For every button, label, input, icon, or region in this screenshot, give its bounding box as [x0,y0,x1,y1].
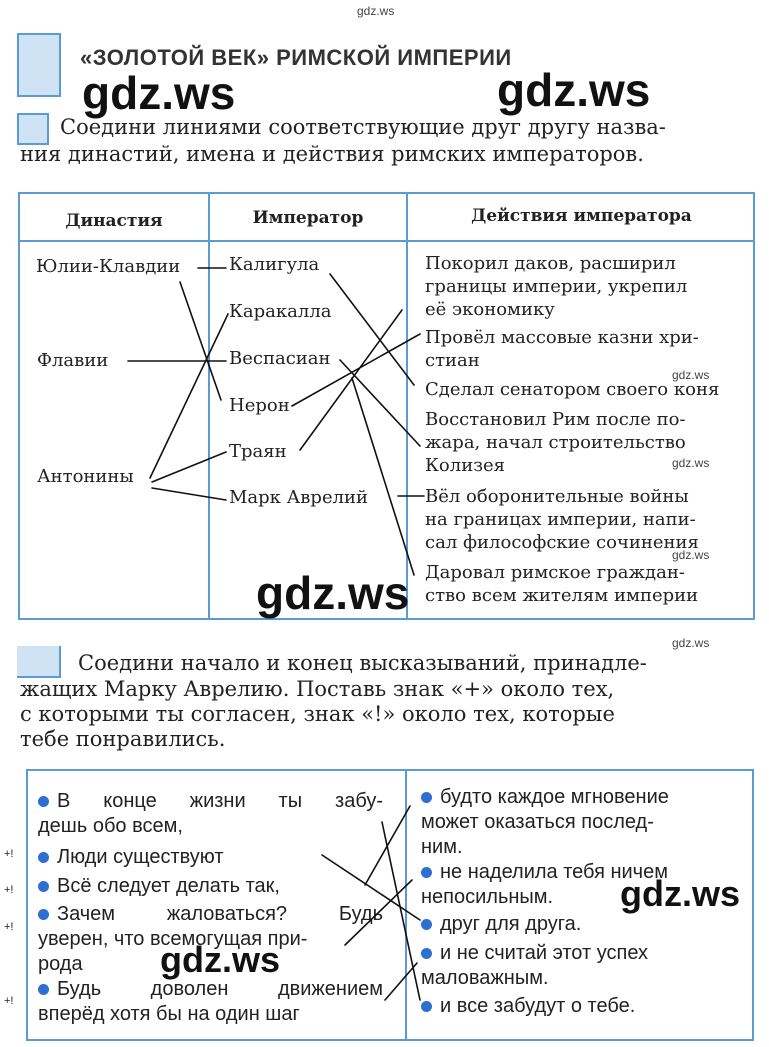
link-line [152,488,226,500]
emperor-caligula: Калигула [229,254,320,275]
action-horse-senator: Сделал сенатором своего коня [425,379,720,400]
margin-mark: +! [4,921,14,933]
link-line [340,360,420,446]
action-rebuild-rome: Восстановил Рим после по- жара, начал строительство Колизея [425,409,686,476]
link-line [330,274,414,385]
link-line [300,310,402,450]
quote-end: будто каждое мгновение может оказаться послед- ним. [421,786,669,858]
quote-start: Люди существуют [38,845,383,870]
header-dynasty: Династия [65,211,163,231]
margin-mark: +! [4,884,14,896]
link-line [150,314,228,478]
action-executions: Провёл массовые казни хри- стиан [425,327,699,371]
task1-line2: ния династий, имена и действия римских императоров. [20,142,644,166]
emperor-nero: Нерон [229,395,290,416]
task2-line1: Соедини начало и конец высказываний, принадле- [78,651,647,675]
emperor-caracalla: Каракалла [229,301,332,322]
task2-line2: жащих Марку Аврелию. Поставь знак «+» около тех, [20,677,615,701]
watermark-top: gdz.ws [357,4,395,18]
task2-line4: тебе понравились. [20,727,226,751]
header-actions: Действия императора [471,206,692,226]
quote-start: Будь доволен движением вперёд хотя бы на один шаг [38,978,383,1025]
margin-mark: +! [4,848,14,860]
quote-start: Всё следует делать так, [38,874,383,899]
watermark-small: gdz.ws [672,548,710,562]
link-line [292,334,420,406]
watermark: gdz.ws [497,64,651,116]
emperor-trajan: Траян [229,441,287,462]
quote-end: и все забудут о тебе. [421,994,746,1019]
watermark: gdz.ws [82,67,236,119]
watermark: gdz.ws [160,939,281,980]
emperor-marcus-aurelius: Марк Аврелий [229,487,369,508]
watermark-small: gdz.ws [672,636,710,650]
link-line [385,963,417,1000]
quote-start: В конце жизни ты забу- дешь обо всем, [38,790,383,837]
dynasty-antonine: Антонины [37,466,134,487]
emperor-vespasian: Веспасиан [229,348,331,369]
action-defensive-wars: Вёл оборонительные войны на границах империи, напи- сал философские сочинения [425,486,699,553]
page-title: «ЗОЛОТОЙ ВЕК» РИМСКОЙ ИМПЕРИИ [80,45,512,70]
link-line [352,378,414,575]
action-dacians: Покорил даков, расширил границы империи, укрепил её экономику [425,253,688,320]
action-citizenship: Даровал римское граждан- ство всем жителям империи [425,562,699,606]
watermark: gdz.ws [620,873,741,914]
dynasty-flavian: Флавии [37,350,109,371]
margin-mark: +! [4,995,14,1007]
quote-end: и не считай этот успех маловажным. [421,942,648,989]
quote-end: друг для друга. [421,912,746,937]
quote-end: не наделила тебя ничем непосильным. [421,861,668,908]
link-line [382,822,420,1000]
quote-start: Зачем жаловаться? Будь уверен, что всемогущая при- рода [38,903,383,975]
task1-line1: Соедини линиями соответствующие друг другу назва- [60,115,666,139]
watermark: gdz.ws [256,567,410,619]
dynasty-julio-claudian: Юлии-Клавдии [36,256,181,277]
watermark-small: gdz.ws [672,456,710,470]
link-line [152,452,226,482]
watermark-small: gdz.ws [672,368,710,382]
header-emperor: Император [252,208,364,228]
task2-line3: с которыми ты согласен, знак «!» около тех, которые [20,702,615,726]
